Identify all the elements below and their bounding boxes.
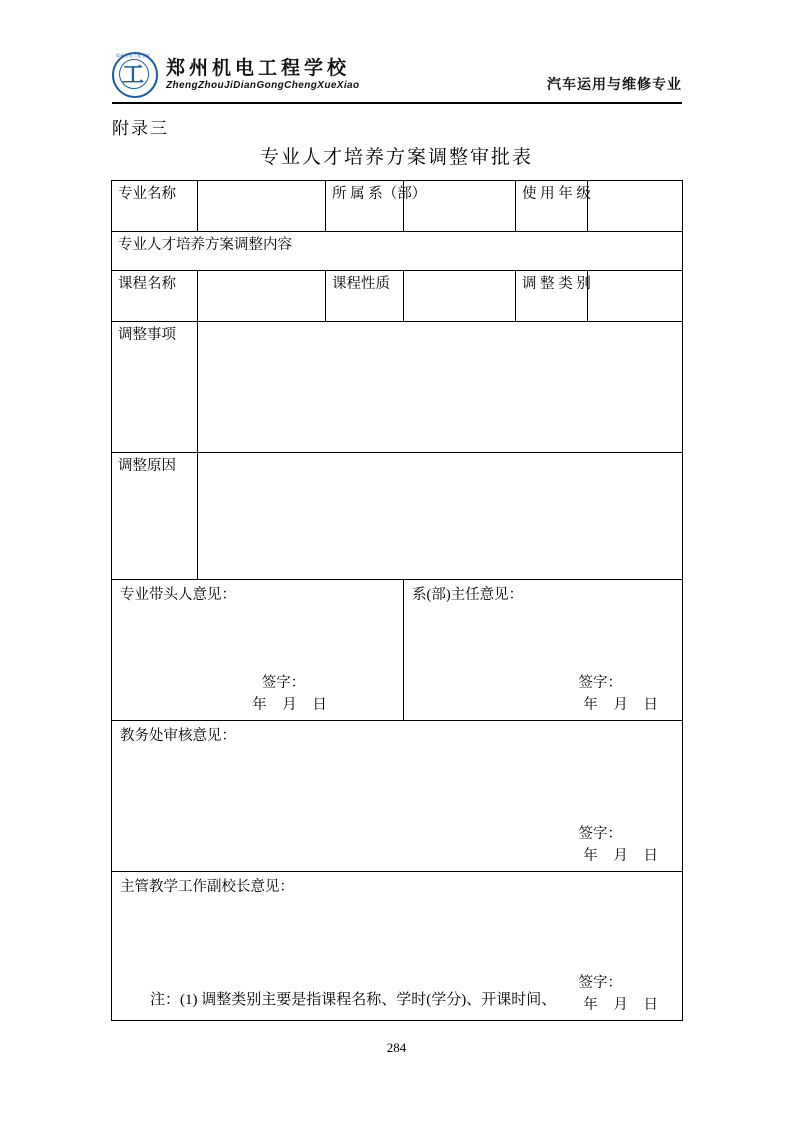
table-row-opinions [112,580,683,721]
logo-ring-text: 郑州机电工程学校 [115,53,151,58]
table-row-section-title [112,232,683,271]
vice-principal-signature-label: 签字： [578,975,622,992]
label-academic-affairs: 教务处审核意见： [120,728,236,744]
school-names [166,59,360,91]
value-grade[interactable] [588,181,683,232]
label-vice-principal: 主管教学工作副校长意见： [120,879,294,895]
label-major-name: 专业名称 [112,181,198,232]
academic-affairs-date-label: 年 月 日 [583,848,664,865]
page-number: 284 [386,1040,407,1055]
table-row-adjust-reason [112,453,683,580]
logo-glyph: 工 [121,62,144,87]
label-adjust-reason: 调整原因 [112,453,198,580]
vice-principal-date-label: 年 月 日 [583,997,664,1014]
value-course-name[interactable] [198,271,326,322]
value-adjust-items[interactable] [198,322,683,453]
school-logo-icon [112,52,158,98]
page-title: 专业人才培养方案调整审批表 [259,147,533,168]
label-department: 所 属 系（部） [326,181,404,232]
director-opinion-block [404,580,682,720]
table-row-course [112,271,683,322]
form-note: 注：(1) 调整类别主要是指课程名称、学时(学分)、开课时间、 [150,992,557,1008]
value-major-name[interactable] [198,181,326,232]
appendix-label: 附录三 [112,119,169,138]
cell-leader-opinion[interactable] [112,580,404,721]
leader-opinion-block [112,580,403,720]
page-header [112,52,682,102]
label-course-name: 课程名称 [112,271,198,322]
cell-director-opinion[interactable] [404,580,683,721]
cell-academic-affairs[interactable] [112,721,683,872]
leader-date-label: 年 月 日 [252,697,333,714]
label-adjust-type: 调 整 类 别 [516,271,588,322]
academic-affairs-block [112,721,682,871]
label-director-opinion: 系(部)主任意见： [412,587,524,603]
approval-form-table [111,180,683,1021]
school-name-en: ZhengZhouJiDianGongChengXueXiao [166,79,360,91]
label-course-nature: 课程性质 [326,271,404,322]
director-date-label: 年 月 日 [583,697,664,714]
value-adjust-type[interactable] [588,271,683,322]
table-row-academic-affairs [112,721,683,872]
table-row-major [112,181,683,232]
header-divider [112,102,682,104]
label-leader-opinion: 专业带头人意见： [120,587,236,603]
label-grade: 使 用 年 级 [516,181,588,232]
school-logo-block [112,52,360,98]
school-name-cn: 郑州机电工程学校 [166,57,351,79]
major-label: 汽车运用与维修专业 [547,78,682,93]
director-signature-label: 签字： [578,675,622,692]
academic-affairs-signature-label: 签字： [578,826,622,843]
value-course-nature[interactable] [404,271,516,322]
table-row-adjust-items [112,322,683,453]
leader-signature-label: 签字： [261,675,306,692]
value-adjust-reason[interactable] [198,453,683,580]
label-adjust-items: 调整事项 [112,322,198,453]
section-title-adjust-content: 专业人才培养方案调整内容 [112,232,683,271]
